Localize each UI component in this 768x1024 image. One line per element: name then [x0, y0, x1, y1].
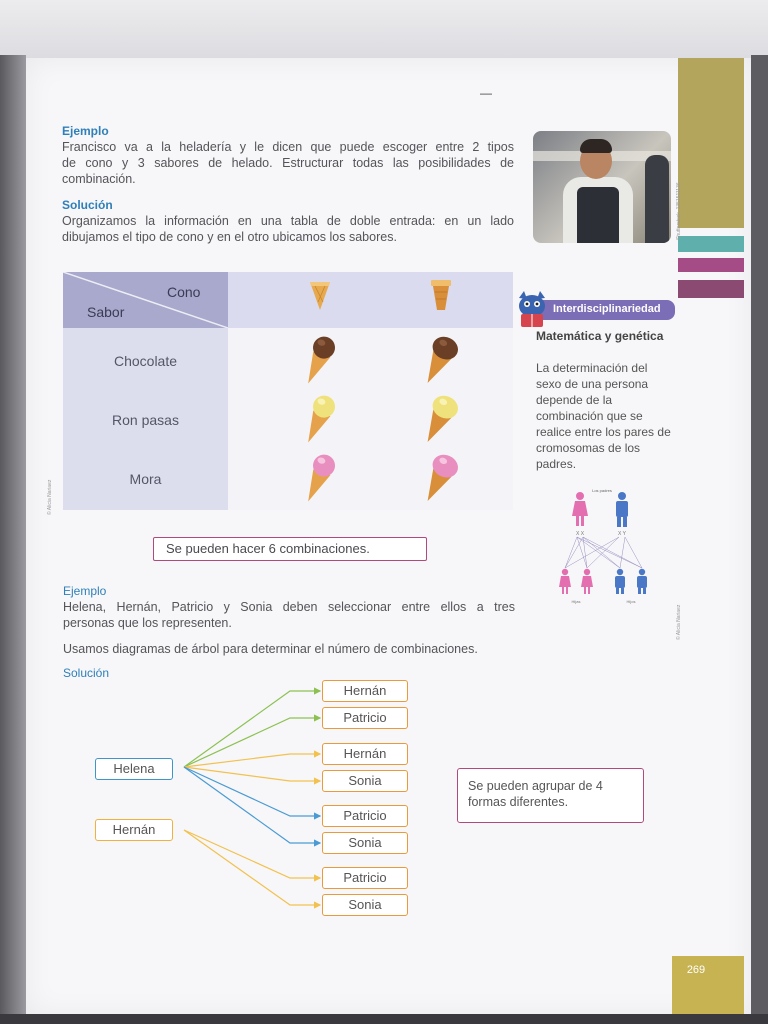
col-header-cono: Cono	[167, 284, 201, 300]
combinations-result-text: Se pueden hacer 6 combinaciones.	[166, 541, 370, 556]
ice-cream-flat-cup-cone-icon	[420, 391, 460, 447]
row-header-sabor: Sabor	[87, 304, 125, 320]
chromosome-tree-diagram	[535, 486, 670, 604]
tab-band-teal	[678, 236, 744, 252]
genetics-diagram	[535, 486, 670, 604]
groupings-result-box	[457, 768, 644, 823]
example2-line2: personas que los representen.	[63, 616, 232, 630]
photo-credit: Shutterstock, 1351511136	[676, 182, 682, 240]
example2-line3: Usamos diagramas de árbol para determinar el número de combinaciones.	[63, 642, 478, 656]
combination-table	[63, 272, 513, 510]
pointed-cone-icon	[307, 278, 333, 312]
tree-leaf: Patricio	[322, 805, 408, 827]
ice-cream-flat-cup-cone-icon	[420, 450, 460, 506]
tree-leaf: Sonia	[322, 770, 408, 792]
example1-solution-line1: Organizamos la información en una tabla de doble entrada: en un lado	[62, 214, 514, 228]
flat-cup-cone-icon	[428, 278, 454, 312]
example1-solution-line2: dibujamos el tipo de cono y en el otro ubicamos los sabores.	[62, 230, 397, 244]
ice-cream-flat-cup-cone-icon	[420, 332, 460, 388]
header-dash: —	[480, 86, 492, 100]
father-chromosomes: X Y	[618, 531, 626, 537]
tree-leaf: Patricio	[322, 707, 408, 729]
page-number-tab	[672, 956, 744, 1014]
example1-line2: de cono y 3 sabores de helado. Estructurar todas las posibilidades de	[62, 156, 514, 170]
daughters-label: Hijas	[571, 599, 581, 604]
tree-leaf: Hernán	[322, 680, 408, 702]
tab-band-plum	[678, 280, 744, 298]
page-fold-top	[0, 0, 768, 60]
interdisciplinary-title: Matemática y genética	[536, 329, 664, 343]
tree-leaf: Sonia	[322, 894, 408, 916]
binding-left	[0, 55, 26, 1024]
page-edge-bottom	[0, 1014, 768, 1024]
genetics-credit: © Alicia Nariaez	[676, 604, 682, 640]
ice-cream-pointed-cone-icon	[300, 332, 340, 388]
page-number: 269	[686, 964, 706, 976]
ice-cream-pointed-cone-icon	[300, 450, 340, 506]
groupings-result-text: Se pueden agrupar de 4 formas diferentes.	[468, 779, 603, 809]
combinations-result-box	[153, 537, 427, 561]
cone-types-header	[228, 272, 513, 328]
interdisciplinary-body: La determinación del sexo de una persona depende de la combinación que se realice entre los pares de cromosomas de los padres.	[536, 361, 671, 471]
tab-band-olive	[678, 58, 744, 228]
example1-line1: Francisco va a la heladería y le dicen que puede escoger entre 2 tipos	[62, 140, 514, 154]
example1-solution-label: Solución	[62, 198, 113, 212]
side-credit: © Alicia Nariaez	[47, 479, 53, 515]
mascot-icon	[515, 290, 549, 328]
ice-cream-pointed-cone-icon	[300, 391, 340, 447]
example2-solution-label: Solución	[63, 666, 110, 680]
mother-chromosomes: X X	[575, 531, 585, 537]
tree-root-helena: Helena	[95, 758, 173, 780]
tree-root-hernan: Hernán	[95, 819, 173, 841]
table-corner-header	[63, 272, 228, 328]
flavor-ron-pasas: Ron pasas	[112, 412, 179, 428]
example2-label: Ejemplo	[63, 584, 107, 598]
interdisciplinary-banner-label: Interdisciplinariedad	[553, 303, 661, 315]
tree-leaf: Hernán	[322, 743, 408, 765]
ice-cream-vendor-photo	[533, 131, 671, 243]
example1-label: Ejemplo	[62, 124, 109, 138]
tree-leaf: Sonia	[322, 832, 408, 854]
page-edge-right	[751, 55, 768, 1024]
example1-line3: combinación.	[62, 172, 136, 186]
example2-line1: Helena, Hernán, Patricio y Sonia deben seleccionar entre ellos a tres	[63, 600, 515, 614]
tab-band-magenta	[678, 258, 744, 272]
parents-label: Los padres	[592, 488, 612, 493]
sons-label: Hijos	[626, 599, 636, 604]
flavor-chocolate: Chocolate	[113, 353, 178, 369]
flavor-mora: Mora	[129, 471, 162, 487]
tree-leaf: Patricio	[322, 867, 408, 889]
